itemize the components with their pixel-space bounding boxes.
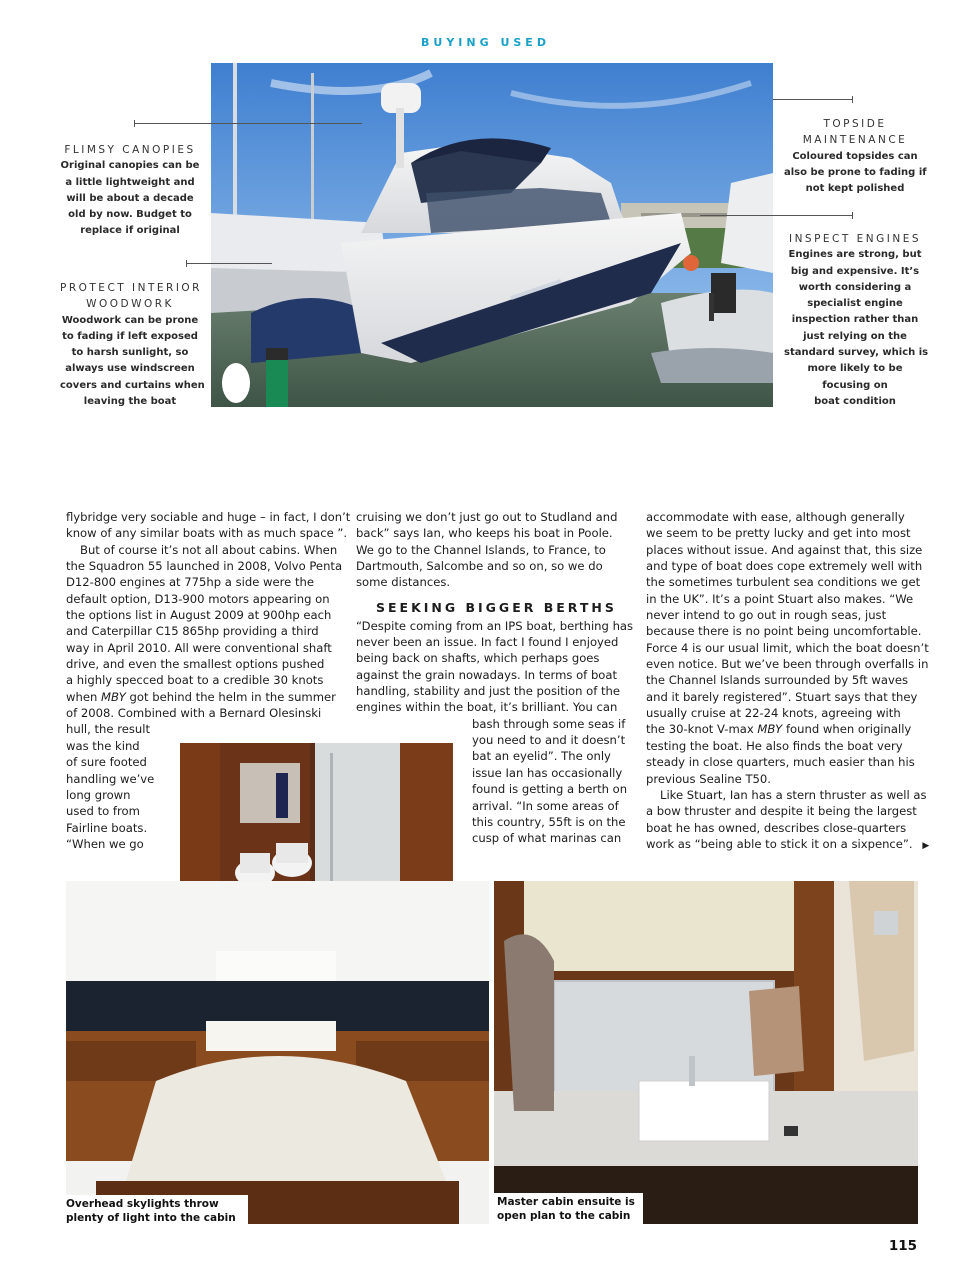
- callout-title: TOPSIDE MAINTENANCE: [802, 118, 908, 147]
- page-number: 115: [888, 1238, 917, 1254]
- callout-protect-woodwork: [60, 280, 205, 410]
- callout-body: Engines are strong, but big and expensive. It’s worth considering a specialist engine inspection rather than just relying on the standard survey, which is more likely to be focusing on boat condition: [784, 249, 929, 407]
- caption-master-ensuite: Master cabin ensuite is open plan to the cabin: [494, 1193, 643, 1225]
- paragraph: But of course it’s not all about cabins. When the Squadron 55 launched in 2008, Volvo Penta D12-800 engines at 775hp a side were the default option, D13-900 motors appearing on the options list in August 2009 at 900hp each and Caterpillar C15 865hp providing a third way in April 2010. All were conventional shaft drive, and even the smallest options pushed a highly specced boat to a credible 30 knots when MBY got behind the helm in the summer of 2008. Combined with a Bernard Olesinski hull, the result was the kind of sure footed handling we’ve long grown used to from Fairline boats. “When we go: [66, 542, 343, 851]
- paragraph: flybridge very sociable and huge – in fact, I don’t know of any similar boats with as much space ”.: [66, 510, 351, 541]
- master-ensuite-photo: [494, 881, 918, 1224]
- callout-title: PROTECT INTERIOR WOODWORK: [60, 282, 202, 311]
- master-cabin-bed-photo: [66, 881, 489, 1224]
- flimsy-leader-tick: [134, 120, 135, 127]
- woodwork-leader-tick: [186, 260, 187, 267]
- callout-body: Original canopies can be a little lightweight and will be about a decade old by now. Budget to replace if original: [60, 160, 200, 237]
- paragraph: accommodate with ease, although generally we seem to be pretty lucky and get into most places without issue. And against that, this size and type of boat does cope extremely well with the sometimes turbulent sea conditions we get in the UK”. It’s a point Stuart also makes. “We never intend to go out in rough seas, just because there is no point being uncomfortable. Force 4 is our usual limit, which the boat doesn’t even notice. But we’ve been through overfalls in the Channel Islands surrounded by 5ft waves and it barely registered”. Stuart says that they usually cruise at 22-24 knots, agreeing with the 30-knot V-max MBY found when originally testing the boat. He also finds the boat very steady in close quarters, much easier than his previous Sealine T50.: [646, 510, 929, 786]
- callout-inspect-engines: [784, 231, 929, 410]
- paragraph: cruising we don’t just go out to Studland and back” says Ian, who keeps his boat in Poole. We go to the Channel Islands, to France, to Dartmouth, Salcombe and so on, so we do some distances.: [356, 510, 618, 590]
- woodwork-leader: [186, 263, 272, 264]
- paragraph: Like Stuart, Ian has a stern thruster as well as a bow thruster and despite it being the largest boat he has owned, describes close-quarters work as “being able to stick it on a sixpence”. ▶: [646, 787, 930, 851]
- hero-boat-photo: [211, 63, 773, 407]
- callout-flimsy-canopies: [60, 142, 200, 240]
- end-mark-icon: ▶: [922, 840, 930, 851]
- callout-topside-maintenance: [784, 116, 926, 197]
- topside-leader-tick: [852, 96, 853, 103]
- article-column-3: [646, 509, 930, 854]
- paragraph: “Despite coming from an IPS boat, berthing has never been an issue. In fact I found I enjoyed being back on shafts, which perhaps goes against the grain nowadays. In terms of boat handling, stability and just the position of the engines within the boat, it’s brilliant. You can bash through some seas if you need to and it doesn’t bat an eyelid”. The only issue Ian has occasionally found is getting a berth on arrival. “In some areas of this country, 55ft is on the cusp of what marinas can: [356, 618, 634, 846]
- callout-title: INSPECT ENGINES: [788, 233, 922, 245]
- caption-overhead-skylights: Overhead skylights throw plenty of light into the cabin: [63, 1195, 248, 1227]
- engines-leader: [700, 215, 853, 216]
- flimsy-leader: [134, 123, 362, 124]
- engines-leader-tick: [852, 212, 853, 219]
- callout-body: Woodwork can be prone to fading if left exposed to harsh sunlight, so always use windscreen covers and curtains when leaving the boat: [60, 314, 205, 408]
- subheading: SEEKING BIGGER BERTHS: [376, 599, 617, 615]
- callout-body: Coloured topsides can also be prone to fading if not kept polished: [784, 150, 927, 195]
- section-tag: BUYING USED: [421, 36, 550, 49]
- callout-title: FLIMSY CANOPIES: [64, 144, 196, 156]
- topside-leader: [773, 99, 853, 100]
